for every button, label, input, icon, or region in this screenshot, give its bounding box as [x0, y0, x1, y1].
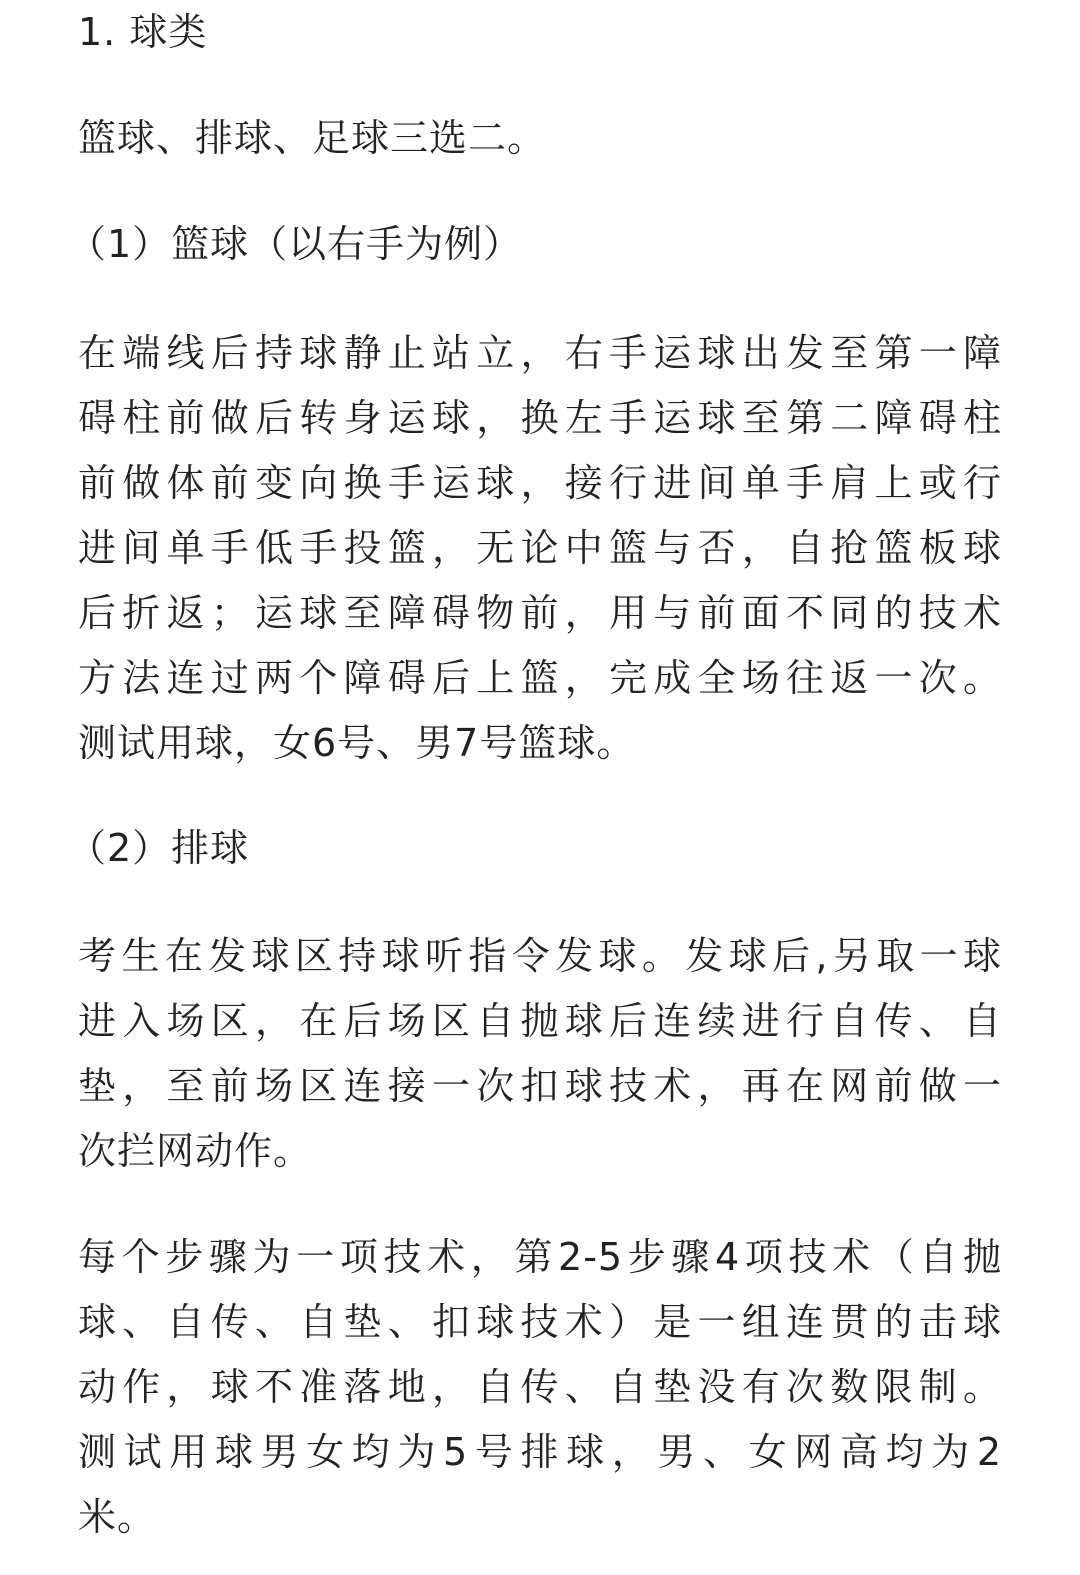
basketball-line: 后折返；运球至障碍物前，用与前面不同的技术 — [78, 591, 1002, 635]
basketball-line: 在端线后持球静止站立，右手运球出发至第一障 — [78, 331, 1002, 375]
volleyball-paragraph-1 — [78, 924, 1002, 1184]
volleyball-title: （2）排球 — [68, 826, 250, 870]
volleyball-line: 球、自传、自垫、扣球技术）是一组连贯的击球 — [78, 1300, 1002, 1344]
basketball-line: 测试用球，女6号、男7号篮球。 — [78, 721, 636, 765]
volleyball-title-block — [68, 816, 1002, 881]
intro-block — [78, 106, 1002, 171]
section-heading-block — [78, 0, 1002, 65]
basketball-title-block — [68, 212, 1002, 277]
volleyball-line: 进入场区，在后场区自抛球后连续进行自传、自 — [78, 999, 1002, 1043]
basketball-line: 前做体前变向换手运球，接行进间单手肩上或行 — [78, 461, 1002, 505]
volleyball-line: 每个步骤为一项技术，第2-5步骤4项技术（自抛 — [78, 1235, 1002, 1279]
volleyball-line: 次拦网动作。 — [78, 1129, 313, 1173]
volleyball-line: 动作，球不准落地，自传、自垫没有次数限制。 — [78, 1365, 1002, 1409]
basketball-paragraph — [78, 321, 1002, 776]
volleyball-line: 垫，至前场区连接一次扣球技术，再在网前做一 — [78, 1064, 1002, 1108]
intro-text: 篮球、排球、足球三选二。 — [78, 116, 547, 160]
section-heading: 1. 球类 — [78, 10, 208, 54]
volleyball-paragraph-2 — [78, 1225, 1002, 1550]
volleyball-line: 考生在发球区持球听指令发球。发球后,另取一球 — [78, 934, 1002, 978]
basketball-line: 碍柱前做后转身运球，换左手运球至第二障碍柱 — [78, 396, 1002, 440]
volleyball-line: 测试用球男女均为5号排球，男、女网高均为2 — [78, 1430, 1002, 1474]
basketball-title: （1）篮球（以右手为例） — [68, 222, 523, 266]
volleyball-line: 米。 — [78, 1495, 157, 1539]
basketball-line: 方法连过两个障碍后上篮，完成全场往返一次。 — [78, 656, 1002, 700]
basketball-line: 进间单手低手投篮，无论中篮与否，自抢篮板球 — [78, 526, 1002, 570]
